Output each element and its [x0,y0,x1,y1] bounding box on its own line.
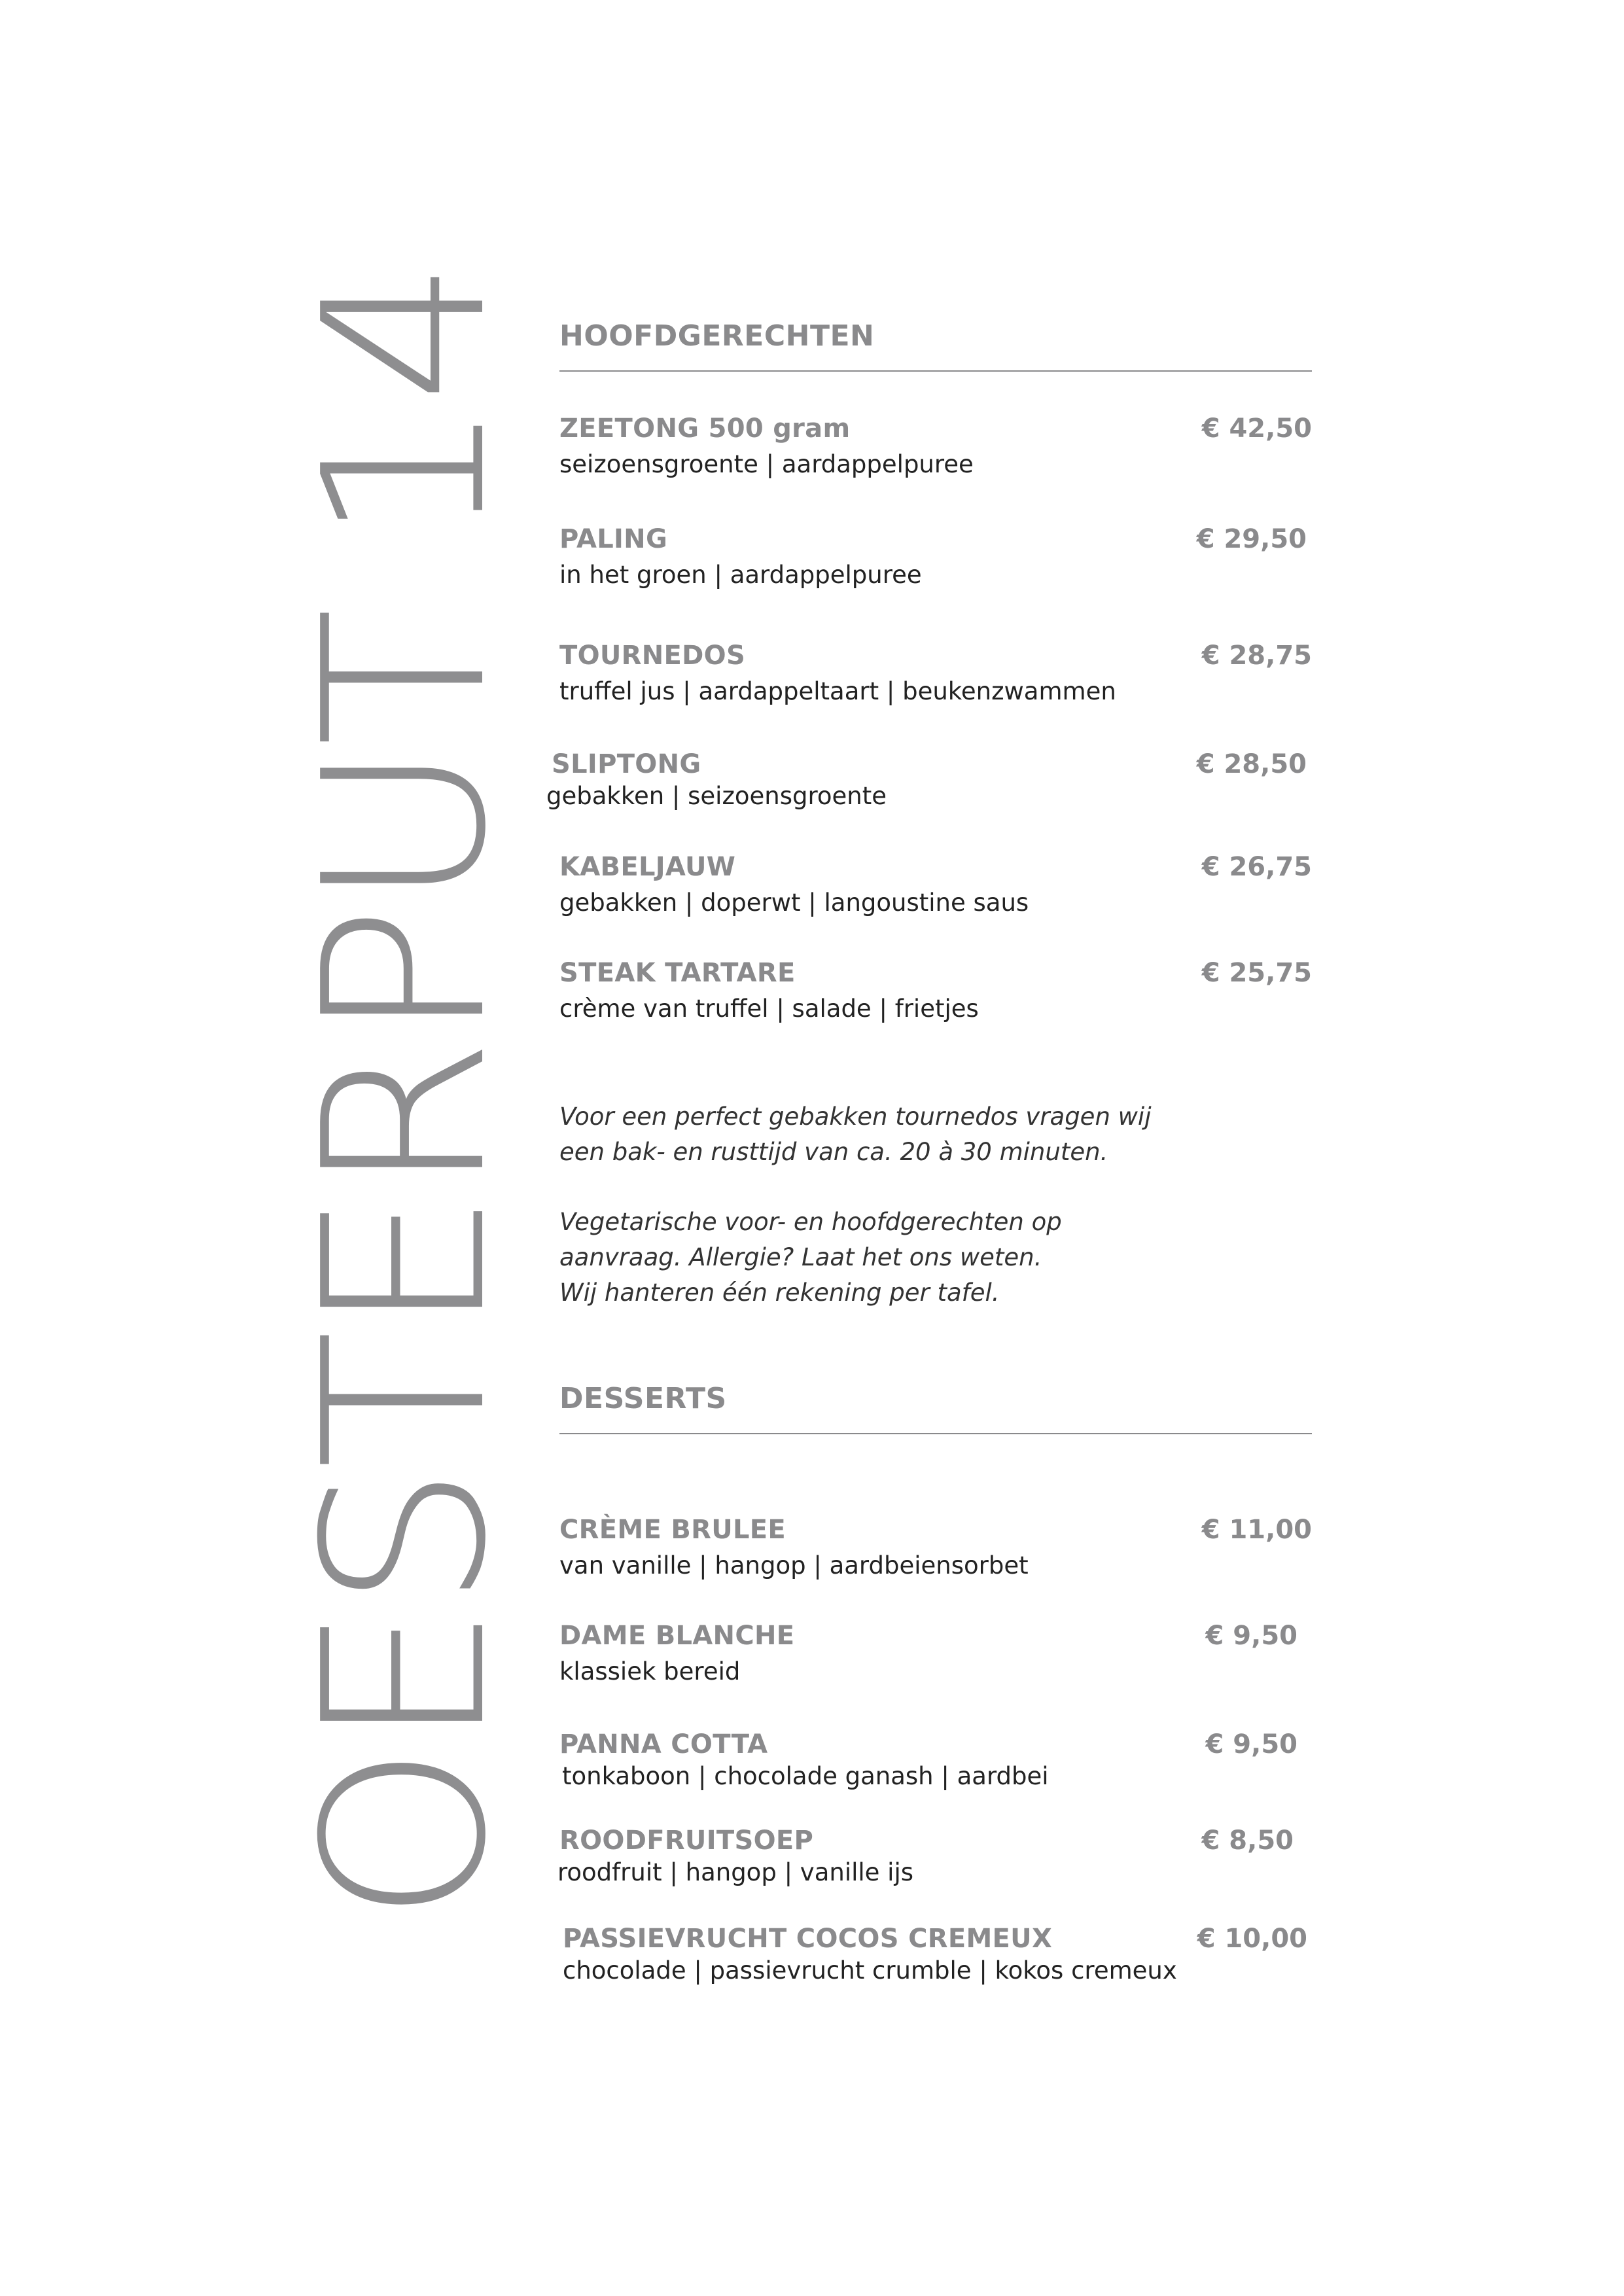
item-price: € 28,50 [1196,749,1307,779]
item-description: truffel jus | aardappeltaart | beukenzwammen [559,677,1116,705]
menu-item [559,1515,1312,1593]
item-name: PANNA COTTA [559,1729,768,1759]
menu-item [559,414,1312,492]
item-price: € 11,00 [1201,1515,1312,1545]
item-price: € 42,50 [1201,414,1312,444]
item-name: PASSIEVRUCHT COCOS CREMEUX [563,1924,1053,1954]
item-price: € 9,50 [1205,1729,1297,1759]
item-description: tonkaboon | chocolade ganash | aardbei [562,1762,1049,1790]
item-name: CRÈME BRULEE [559,1515,786,1545]
menu-item [559,1729,1312,1808]
item-name: STEAK TARTARE [559,958,796,988]
note-line: Voor een perfect gebakken tournedos vragen wij [559,1103,1152,1131]
brand-wordmark [276,242,535,1943]
item-description: van vanille | hangop | aardbeiensorbet [559,1551,1029,1580]
item-name: KABELJAUW [559,852,736,882]
item-price: € 26,75 [1201,852,1312,882]
item-price: € 10,00 [1197,1924,1307,1954]
item-name: DAME BLANCHE [559,1621,795,1651]
item-name: PALING [559,524,668,554]
menu-item [559,641,1312,719]
menu-item [559,1621,1312,1699]
item-description: klassiek bereid [559,1657,741,1686]
item-name: SLIPTONG [552,749,701,779]
note-line: Vegetarische voor- en hoofdgerechten op [559,1208,1062,1236]
brand-name: OESTERPUT 14 [276,262,535,1923]
menu-item [559,1826,1312,1904]
item-description: chocolade | passievrucht crumble | kokos cremeux [563,1956,1177,1985]
item-price: € 29,50 [1196,524,1307,554]
section-heading-desserts: DESSERTS [559,1382,727,1415]
brand-wordmark-area [276,242,535,1943]
item-name: ZEETONG 500 gram [559,414,851,444]
note-line: een bak- en rusttijd van ca. 20 à 30 minuten. [559,1138,1108,1166]
item-name: ROODFRUITSOEP [559,1826,814,1856]
section-divider-desserts [559,1433,1312,1434]
item-description: gebakken | seizoensgroente [546,782,887,810]
section-heading-mains: HOOFDGERECHTEN [559,319,875,353]
item-description: gebakken | doperwt | langoustine saus [559,889,1029,917]
menu-item [563,1924,1315,2002]
item-name: TOURNEDOS [559,641,746,671]
note-line: aanvraag. Allergie? Laat het ons weten. [559,1243,1042,1271]
note-line: Wij hanteren één rekening per tafel. [559,1279,1000,1307]
menu-item [559,958,1312,1036]
item-price: € 28,75 [1201,641,1312,671]
general-note [559,1205,1279,1311]
item-description: roodfruit | hangop | vanille ijs [557,1858,914,1886]
item-description: seizoensgroente | aardappelpuree [559,450,974,478]
item-price: € 8,50 [1201,1826,1294,1856]
menu-item [546,749,1307,828]
item-description: crème van truffel | salade | frietjes [559,995,979,1023]
item-price: € 25,75 [1201,958,1312,988]
tournedos-note [559,1099,1279,1170]
item-price: € 9,50 [1205,1621,1297,1651]
item-description: in het groen | aardappelpuree [559,561,922,589]
section-divider-mains [559,370,1312,372]
menu-item [559,524,1312,603]
menu-item [559,852,1312,930]
